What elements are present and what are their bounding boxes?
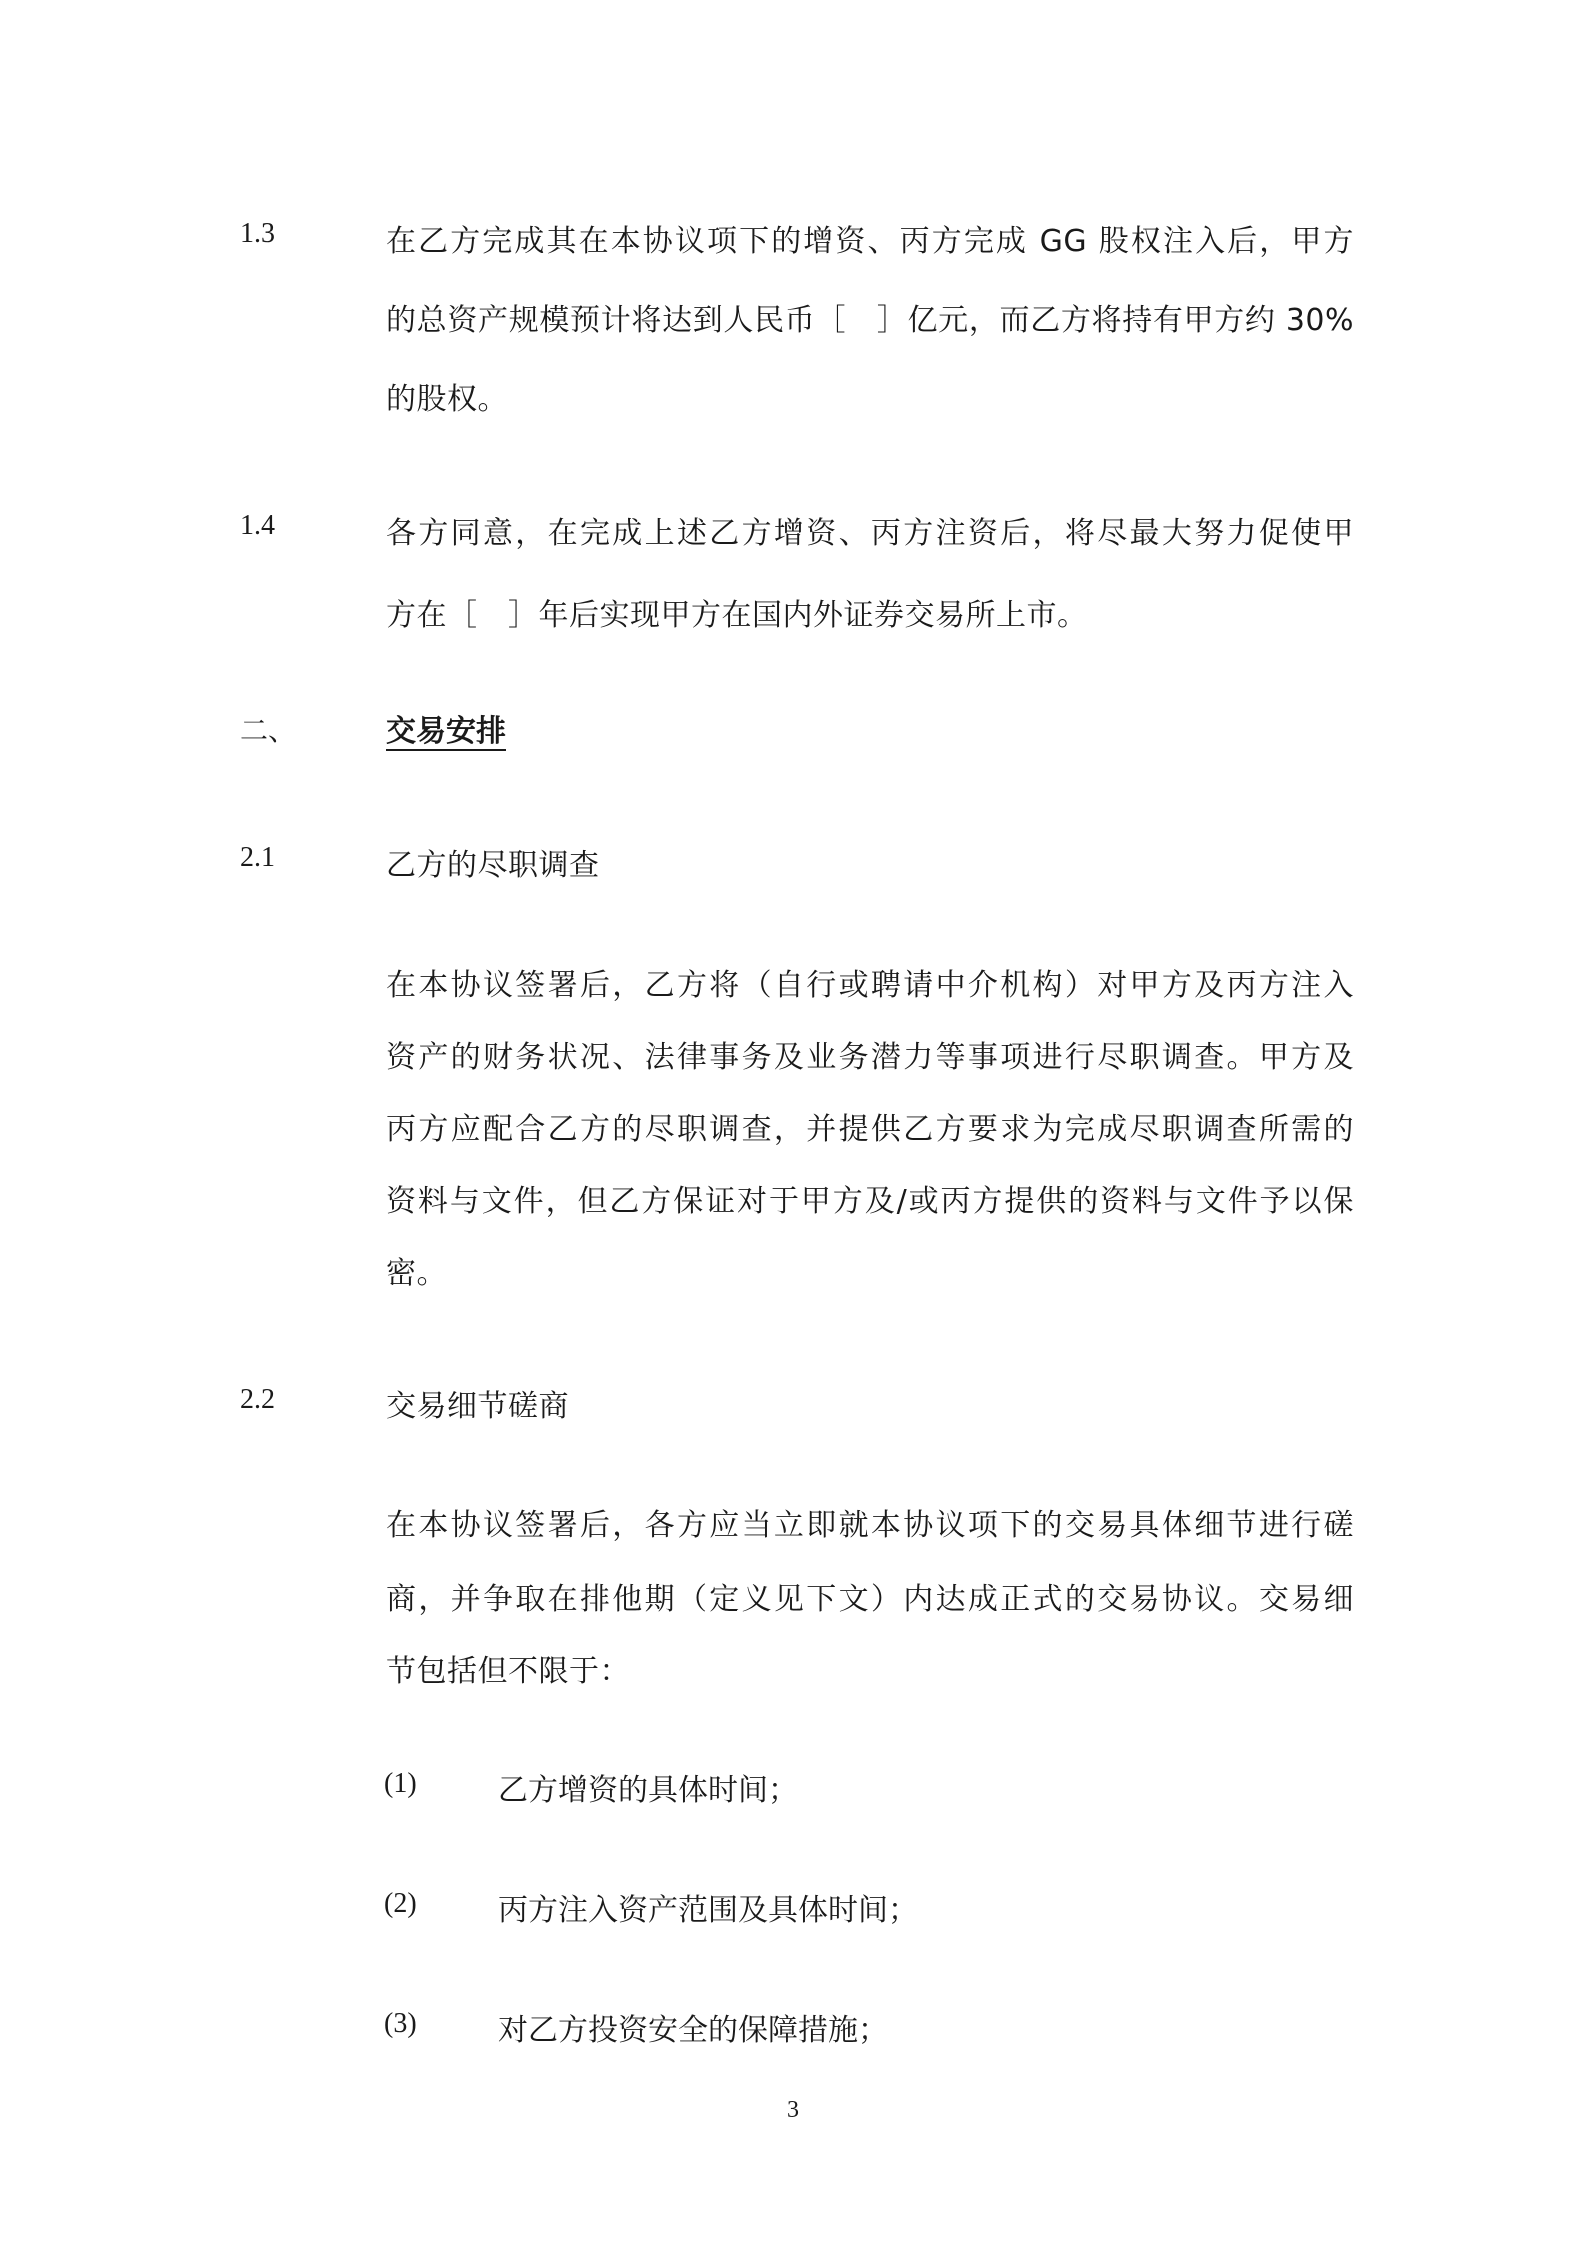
clause-1-3-line-3: 的股权。 [386,382,508,417]
page-number: 3 [787,2097,799,2123]
clause-2-1-line-3: 丙方应配合乙方的尽职调查，并提供乙方要求为完成尽职调查所需的 [386,1112,1354,1147]
section-number-2: 二、 [240,714,297,747]
clause-1-3-line-2: 的总资产规模预计将达到人民币［ ］亿元，而乙方将持有甲方约 30% [386,303,1354,338]
clause-2-2-line-1: 在本协议签署后，各方应当立即就本协议项下的交易具体细节进行磋 [386,1508,1354,1543]
clause-2-2-line-2: 商，并争取在排他期（定义见下文）内达成正式的交易协议。交易细 [386,1582,1354,1617]
clause-2-1-line-5: 密。 [386,1256,447,1291]
section-heading-2: 交易安排 [386,714,506,749]
clause-2-1-line-4: 资料与文件，但乙方保证对于甲方及/或丙方提供的资料与文件予以保 [386,1184,1354,1219]
clause-number-2-2: 2.2 [240,1384,275,1415]
clause-2-1-line-2: 资产的财务状况、法律事务及业务潜力等事项进行尽职调查。甲方及 [386,1040,1354,1075]
clause-1-4-line-1: 各方同意，在完成上述乙方增资、丙方注资后，将尽最大努力促使甲 [386,516,1354,551]
clause-2-2-title: 交易细节磋商 [386,1389,569,1424]
clause-2-1-title: 乙方的尽职调查 [386,848,600,883]
clause-1-4-line-2: 方在［ ］年后实现甲方在国内外证券交易所上市。 [386,598,1088,633]
clause-number-2-1: 2.1 [240,842,275,873]
list-item-label-1: (1) [384,1768,417,1799]
clause-number-1-3: 1.3 [240,218,275,249]
clause-1-3-line-1: 在乙方完成其在本协议项下的增资、丙方完成 GG 股权注入后，甲方 [386,224,1354,259]
list-item-text-2: 丙方注入资产范围及具体时间； [498,1893,918,1928]
list-item-label-2: (2) [384,1888,417,1919]
clause-number-1-4: 1.4 [240,510,275,541]
clause-2-2-line-3: 节包括但不限于： [386,1654,630,1689]
list-item-label-3: (3) [384,2008,417,2039]
clause-2-1-line-1: 在本协议签署后，乙方将（自行或聘请中介机构）对甲方及丙方注入 [386,968,1354,1003]
list-item-text-3: 对乙方投资安全的保障措施； [498,2013,888,2048]
list-item-text-1: 乙方增资的具体时间； [498,1773,798,1808]
